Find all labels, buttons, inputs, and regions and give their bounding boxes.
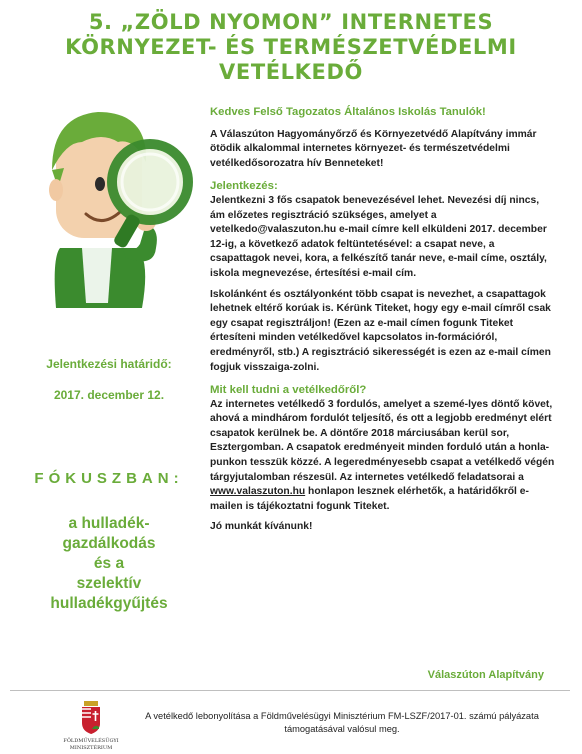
- signature: Válaszúton Alapítvány: [427, 669, 544, 681]
- focus-line: a hulladék-: [68, 515, 150, 532]
- focus-line: hulladékgyűjtés: [50, 595, 168, 612]
- closing-text: Jó munkát kívánunk!: [210, 521, 313, 533]
- know-text-4-post: honlapon lesznek elérhetők, a határidőkről e-mailen is tájékoztatni fogunk Titeket.: [210, 486, 529, 512]
- website-link[interactable]: www.valaszuton.hu: [210, 486, 306, 498]
- registration-text: Jelentkezni 3 fős csapatok benevezésével lehet. Nevezési díj nincs, ám előzetes regisztráció szükséges, amelyet a vetelkedo@valaszuton.hu e-mail címre kell elküldeni 2017. december 12-ig, a következő adatok feltüntetésével:: [210, 194, 547, 250]
- focus-heading: FÓKUSZBAN:: [34, 470, 184, 487]
- footer-divider: [10, 690, 570, 691]
- deadline-date: 2017. december 12.: [53, 388, 165, 402]
- focus-line: szelektív: [76, 575, 142, 592]
- focus-topic: [14, 514, 204, 614]
- focus-line: gazdálkodás: [62, 535, 156, 552]
- know-heading: Mit kell tudni a vetélkedőről?: [210, 384, 367, 397]
- registration-data-list: a csapat neve, a csapattagok nevei, kora, a felkészítő tanár neve, e-mail címe, osztály, iskola megnevezése, értesítési e-mail cím.: [210, 238, 547, 279]
- footer-text: A vetélkedő lebonyolítása a Földművelésügyi Minisztérium FM-LSZF/2017-01. számú pályázata támogatásával valósul meg.: [145, 711, 539, 734]
- know-text-1: Az internetes vetélkedő 3 fordulós, amelyet a szemé-lyes döntő követ, ahová a mindhárom fordulót teljesítő, és ott a legjobb eredményt elért csapatok kerülnek be. A döntőre 2018 márciusában kerül sor, Esztergomban.: [210, 398, 553, 454]
- registration-heading: Jelentkezés:: [210, 180, 278, 193]
- page-title: [0, 10, 582, 85]
- intro-paragraph: A Válaszúton Hagyományőrző és Környezetvédő Alapítvány immár ötödik alkalommal internetes környezet- és természetvédelmi vetélkedősorozatra hív Benneteket!: [210, 128, 537, 169]
- deadline-label: Jelentkezési határidő:: [46, 357, 172, 371]
- focus-line: és a: [93, 555, 125, 572]
- know-text-4-pre: Az internetes vetélkedő feladatsorai a: [339, 471, 524, 483]
- teams-paragraph: [210, 288, 555, 376]
- main-text: [210, 105, 555, 543]
- teams-text: Iskolánként és osztályonként több csapat is nevezhet, a csapattagok lehetnek eltérő korúak is.: [210, 288, 546, 315]
- character-magnifier-illustration: [22, 98, 202, 338]
- know-text-2: A csapatok eredményeit minden forduló után a honla-punkon tesszük közzé.: [210, 442, 550, 469]
- know-text-3: A legeredményesebb csapat a vetélkedő végén tárgyjutalomban részesül.: [210, 457, 555, 483]
- title-line-3: VETÉLKEDŐ: [219, 60, 363, 84]
- greeting: Kedves Felső Tagozatos Általános Iskolás Tanulók!: [210, 106, 486, 118]
- title-line-1: 5. „ZÖLD NYOMON” INTERNETES: [88, 10, 494, 34]
- ministry-coat-of-arms-logo: [60, 699, 122, 751]
- logo-line-1: FÖLDMŰVELÉSÜGYI: [63, 738, 119, 744]
- logo-line-2: MINISZTÉRIUM: [69, 745, 113, 751]
- request-text: Kérünk Titeket, hogy egy e-mail címről csak egy csapat regisztráljon! (Ezen az e-mail címen fogunk Titeket értesíteni minden vetélkedővel kapcsolatos in-formációról, eredményről, stb.) A regisztráció sikerességét is ezen az e-mail címen fogjuk visszaiga-zolni.: [210, 303, 551, 373]
- title-line-2: KÖRNYEZET- ÉS TERMÉSZETVÉDELMI: [65, 35, 517, 59]
